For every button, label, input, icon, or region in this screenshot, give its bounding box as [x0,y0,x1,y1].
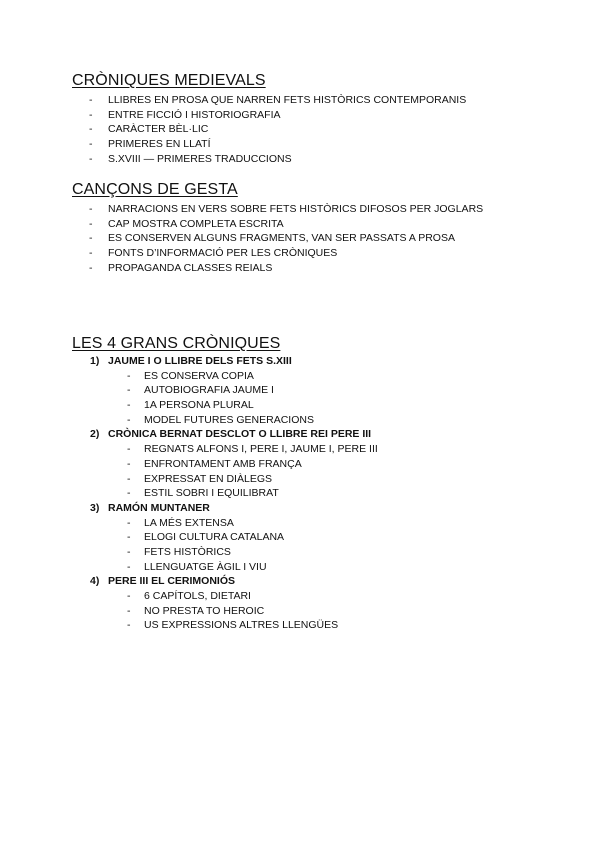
chronicle-title: 4) PERE III EL CERIMONIÓS [90,575,235,588]
heading-cancons-de-gesta: CANÇONS DE GESTA [72,181,238,198]
chronicle-title: 1) JAUME I O LLIBRE DELS FETS S.XIII [90,355,292,367]
list-item: - AUTOBIOGRAFIA JAUME I [127,384,274,397]
list-item: - EXPRESSAT EN DIÀLEGS [127,472,272,485]
chronicle-entry [0,501,600,574]
chronicle-points [0,516,600,575]
list-item: - LA MÉS EXTENSA [127,516,234,529]
list-item: - 6 CAPÍTOLS, DIETARI [127,590,251,602]
list-item: - FETS HISTÒRICS [127,545,231,558]
document-page: CRÒNIQUES MEDIEVALS - LLIBRES EN PROSA QUE NARREN FETS HISTÒRICS CONTEMPORANIS - ENTRE FICCIÓ I HISTORIOGRAFIA - CARÀCTER BÈL·LIC - PRIMERES EN LLATÍ - S.XVIII — PRIMERES TRADUCCIONS CANÇONS DE GESTA - NARRACIONS EN VERS SOBRE FETS HISTÒRICS DIFOSOS PER JOGLARS - CAP MOSTRA COMPLETA ESCRITA - ES CONSERVEN ALGUNS FRAGMENTS, VAN SER PASSATS A PROSA - FONTS D’INFORMACIÓ PER LES CRÒNIQUES - PROPAGANDA CLASSES REIALS LES 4 GRANS CRÒNIQUES 1) JAUME I O LLIBRE DELS FETS S.XIII - ES CONSERVA COPIA - AUTOBIOGRAFIA JAUME I - 1A PERSONA PLURAL - MODEL FUTURES GENERACIONS 2) CRÒNICA BERNAT DESCLOT O LLIBRE REI PERE III - REGNATS ALFONS I, PERE I, JAUME I, PERE III - ENFRONTAMENT AMB FRANÇA - EXPRESSAT EN DIÀLEGS - ESTIL SOBRI I EQUILIBRAT 3) RAMÓN MUNTANER - LA MÉS EXTENSA - ELOGI CULTURA CATALANA - FETS HISTÒRICS - LLENGUATGE ÀGIL I VIU 4) PERE III EL CERIMONIÓS - 6 CAPÍTOLS, DIETARI - NO PRESTA TO HEROIC - US EXPRESSIONS ALTRES LLENGÜES [0,0,600,848]
list-item: - LLENGUATGE ÀGIL I VIU [127,560,267,573]
list-item: - 1A PERSONA PLURAL [127,399,254,412]
chronicle-entry [0,574,600,633]
chronicle-entry [0,427,600,500]
list-item: - REGNATS ALFONS I, PERE I, JAUME I, PERE III [127,443,378,456]
chronicle-title: 3) RAMÓN MUNTANER [90,501,210,514]
chronicle-entry [0,354,600,427]
heading-les-4-grans-croniques: LES 4 GRANS CRÒNIQUES [72,335,281,352]
list-item: - ELOGI CULTURA CATALANA [127,531,285,544]
heading-croniques-medievals: CRÒNIQUES MEDIEVALS [72,72,266,89]
list-item: - NO PRESTA TO HEROIC [127,604,265,617]
chronicles-list [0,354,600,633]
list-item: - US EXPRESSIONS ALTRES LLENGÜES [127,619,339,632]
chronicle-points [0,589,600,633]
chronicle-title: 2) CRÒNICA BERNAT DESCLOT O LLIBRE REI PERE III [90,428,372,441]
list-item: - MODEL FUTURES GENERACIONS [127,413,314,426]
list-item: - ES CONSERVA COPIA [127,369,254,382]
chronicle-points [0,369,600,428]
list-item: - ENFRONTAMENT AMB FRANÇA [127,457,302,470]
list-item: - ESTIL SOBRI I EQUILIBRAT [127,487,279,500]
chronicle-points [0,442,600,501]
